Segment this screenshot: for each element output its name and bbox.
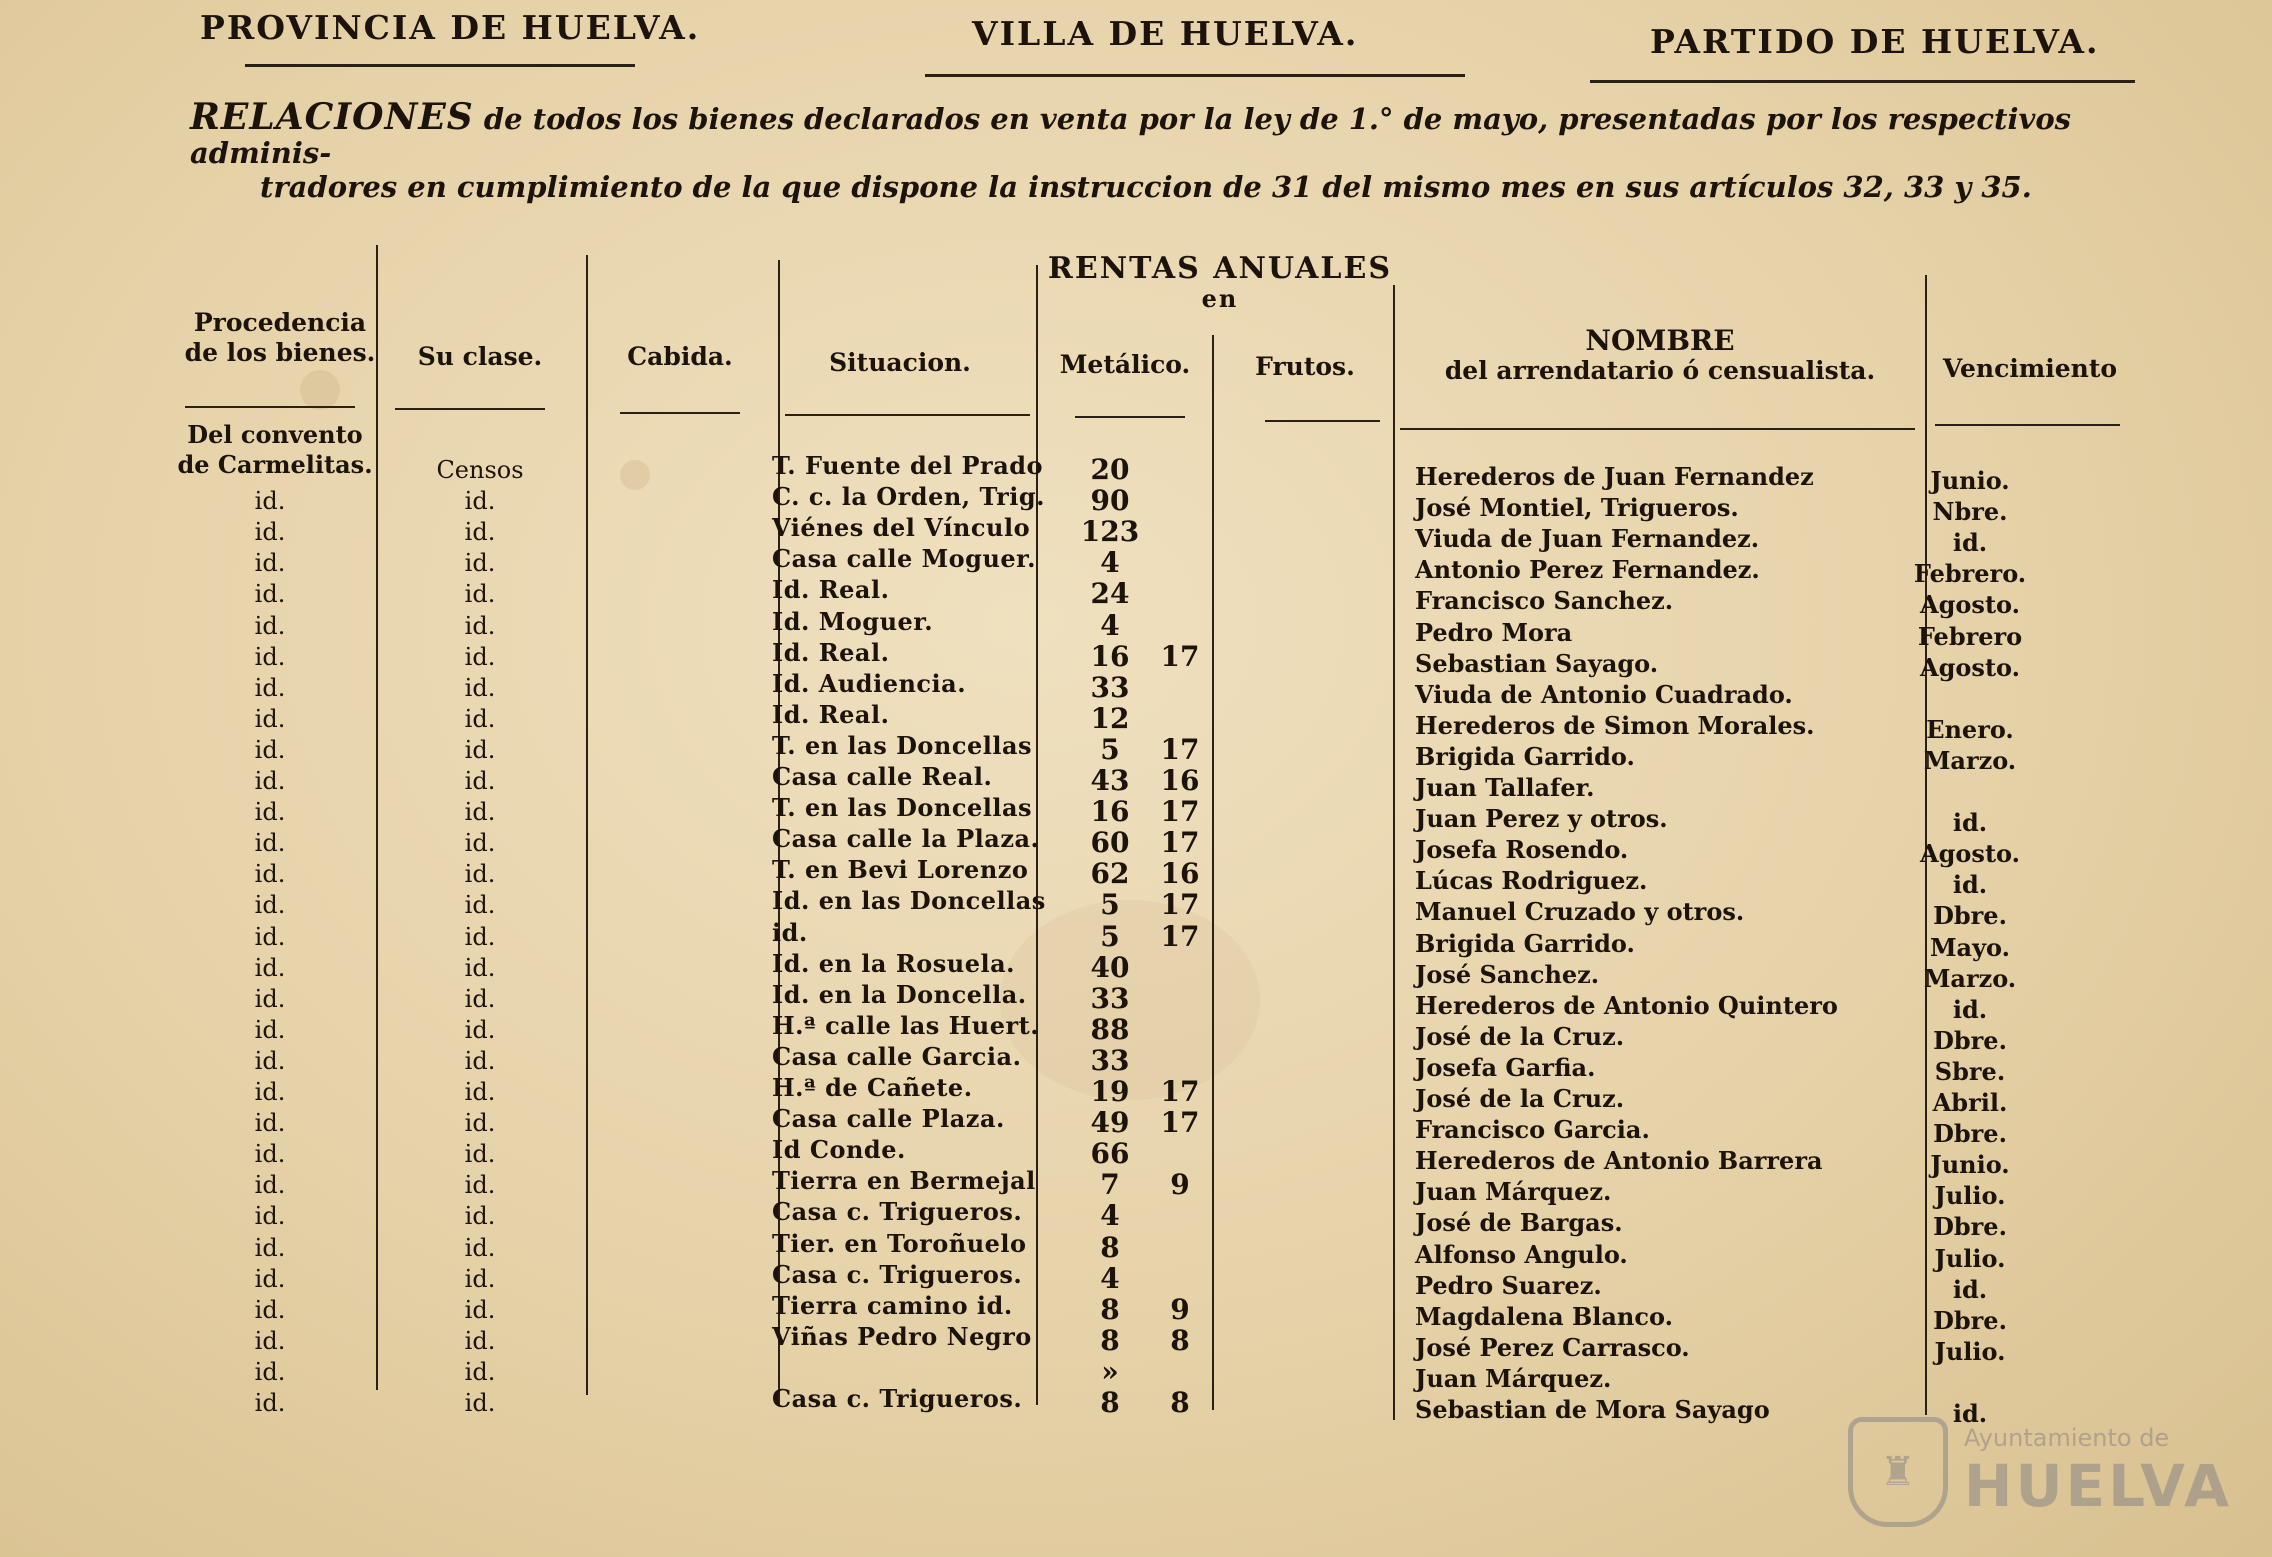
nombre-cell: José de la Cruz.	[1415, 1084, 1625, 1113]
nombre-cell: Herederos de Antonio Quintero	[1415, 990, 1838, 1020]
procedencia-cell: id.	[254, 735, 286, 764]
vencimiento-cell: Marzo.	[1923, 963, 2017, 993]
situacion-cell: Casa calle Garcia.	[772, 1041, 1022, 1071]
metalico-cell: »	[1101, 1354, 1119, 1388]
procedencia-cell: id.	[254, 1078, 286, 1106]
procedencia-cell: id.	[254, 642, 286, 671]
vencimiento-cell: Agosto.	[1920, 839, 2020, 869]
nombre-cell: Herederos de Juan Fernandez	[1415, 462, 1814, 491]
table-row	[0, 544, 2272, 589]
clase-cell: id.	[464, 860, 496, 889]
situacion-cell: Id. en la Rosuela.	[772, 948, 1016, 978]
stain	[300, 370, 340, 410]
nombre-cell: Herederos de Antonio Barrera	[1415, 1146, 1823, 1176]
nombre-cell: Pedro Suarez.	[1415, 1270, 1602, 1300]
table-row	[0, 1354, 2272, 1393]
col-rule	[1265, 420, 1380, 422]
table-row	[0, 948, 2272, 993]
metalico-cell: 33	[1090, 670, 1130, 704]
metalico-cell: 8	[1100, 1323, 1120, 1357]
metalico-cell: 12	[1090, 701, 1130, 735]
vencimiento-cell: Julio.	[1934, 1181, 2006, 1211]
metalico-cell: 60	[1090, 826, 1130, 860]
clase-cell: id.	[464, 953, 496, 982]
vencimiento-cell: Enero.	[1926, 714, 2014, 744]
title-line2: tradores en cumplimiento de la que dispone la instruccion de 31 del mismo mes en sus artículos 32, 33 y 35.	[260, 170, 2032, 204]
vencimiento-cell: Agosto.	[1920, 590, 2020, 620]
vencimiento-cell: Dbre.	[1933, 1305, 2007, 1335]
clase-cell: id.	[464, 767, 496, 795]
metalico-cell: 90	[1090, 484, 1130, 518]
clase-cell: id.	[464, 1326, 496, 1355]
procedencia-cell: id.	[254, 829, 286, 858]
procedencia-first-line2: de Carmelitas.	[177, 450, 373, 479]
metalico-fraction-cell: 17	[1160, 1075, 1200, 1108]
metalico-fraction-cell: 9	[1170, 1292, 1190, 1326]
metalico-cell: 4	[1100, 1261, 1120, 1295]
table-row	[0, 1259, 2272, 1304]
vencimiento-cell: Febrero.	[1913, 559, 2027, 589]
situacion-cell: Id. en la Doncella.	[772, 979, 1027, 1009]
nombre-cell: Brigida Garrido.	[1415, 928, 1635, 958]
situacion-cell: Id. Real.	[772, 699, 890, 729]
clase-cell: id.	[464, 829, 496, 858]
vencimiento-cell: Febrero	[1917, 621, 2023, 651]
situacion-cell: H.ª calle las Huert.	[772, 1010, 1040, 1040]
vencimiento-cell: Agosto.	[1920, 652, 2020, 682]
clase-cell: id.	[464, 1140, 496, 1169]
col-frutos: Frutos.	[1255, 352, 1355, 381]
watermark-text	[1964, 1424, 2232, 1520]
table-row	[0, 762, 2272, 802]
procedencia-cell: id.	[254, 1046, 286, 1075]
header-rule	[1590, 80, 2135, 83]
situacion-cell: Tierra camino id.	[772, 1290, 1013, 1320]
col-cabida: Cabida.	[627, 342, 733, 371]
clase-cell: id.	[464, 1078, 496, 1106]
metalico-fraction-cell: 17	[1160, 795, 1200, 829]
crest-icon: ♜	[1848, 1417, 1948, 1527]
nombre-cell: Herederos de Simon Morales.	[1415, 710, 1815, 740]
situacion-cell: Id. Moguer.	[772, 606, 934, 636]
clase-cell: id.	[464, 891, 496, 920]
clase-cell: Censos	[436, 456, 524, 484]
metalico-cell: 66	[1090, 1137, 1130, 1171]
metalico-cell: 4	[1100, 1199, 1120, 1233]
table-row	[0, 824, 2272, 869]
situacion-cell: Id Conde.	[772, 1135, 906, 1165]
nombre-cell: José de Bargas.	[1415, 1208, 1623, 1238]
nombre-cell: Brigida Garrido.	[1415, 741, 1635, 771]
vencimiento-cell: Dbre.	[1933, 1212, 2007, 1242]
clase-cell: id.	[464, 518, 496, 547]
nombre-cell: Juan Tallafer.	[1415, 773, 1595, 802]
situacion-cell: Tier. en Toroñuelo	[772, 1228, 1027, 1258]
procedencia-cell: id.	[254, 984, 286, 1013]
header-provincia: PROVINCIA DE HUELVA.	[200, 8, 701, 47]
nombre-cell: Manuel Cruzado y otros.	[1415, 897, 1745, 927]
metalico-cell: 24	[1090, 577, 1130, 611]
metalico-cell: 5	[1100, 732, 1120, 766]
col-rule	[620, 412, 740, 414]
metalico-cell: 49	[1090, 1106, 1130, 1140]
col-situacion: Situacion.	[829, 348, 971, 377]
situacion-cell: T. en Bevi Lorenzo	[772, 855, 1029, 885]
col-rule	[395, 408, 545, 410]
nombre-cell: Juan Márquez.	[1415, 1363, 1612, 1393]
clase-cell: id.	[464, 704, 496, 733]
clase-cell: id.	[464, 487, 496, 516]
procedencia-cell: id.	[254, 1326, 286, 1355]
vencimiento-cell: id.	[1952, 1274, 1988, 1304]
vencimiento-cell: Nbre.	[1932, 497, 2008, 527]
clase-cell: id.	[464, 642, 496, 671]
situacion-cell: T. en las Doncellas	[772, 730, 1033, 760]
header-rule	[925, 74, 1465, 77]
situacion-cell: Id. en las Doncellas	[772, 886, 1046, 916]
col-rentas-line2: en	[1201, 284, 1239, 313]
procedencia-cell: id.	[254, 891, 286, 920]
nombre-cell: Francisco Garcia.	[1415, 1115, 1650, 1145]
table-row	[0, 1384, 2272, 1428]
vencimiento-cell: Junio.	[1930, 466, 2010, 495]
situacion-cell: Id. Real.	[772, 575, 890, 605]
col-metalico: Metálico.	[1059, 350, 1191, 379]
vencimiento-cell: Marzo.	[1923, 745, 2017, 775]
nombre-cell: Sebastian Sayago.	[1415, 648, 1659, 678]
nombre-cell: Josefa Rosendo.	[1415, 835, 1629, 865]
vencimiento-cell: id.	[1952, 994, 1988, 1024]
metalico-cell: 5	[1100, 919, 1120, 953]
clase-cell: id.	[464, 1109, 496, 1138]
metalico-cell: 33	[1090, 1043, 1130, 1077]
metalico-cell: 123	[1080, 515, 1140, 549]
situacion-cell: Id. Real.	[772, 637, 890, 667]
clase-cell: id.	[464, 1202, 496, 1231]
situacion-cell: Viñas Pedro Negro	[772, 1321, 1032, 1351]
title-line1: de todos los bienes declarados en venta por la ley de 1.° de mayo, presentadas por los respectivos adminis-	[190, 102, 2071, 170]
metalico-fraction-cell: 17	[1160, 826, 1200, 860]
clase-cell: id.	[464, 549, 496, 578]
procedencia-cell: id.	[254, 1171, 286, 1200]
col-rule	[785, 414, 1030, 416]
table-row	[0, 637, 2272, 682]
procedencia-first-line1: Del convento	[187, 420, 363, 449]
metalico-fraction-cell: 16	[1160, 764, 1200, 797]
clase-cell: id.	[464, 611, 496, 640]
table-row	[0, 855, 2272, 900]
nombre-cell: Lúcas Rodriguez.	[1415, 866, 1648, 896]
nombre-cell: José de la Cruz.	[1415, 1021, 1625, 1051]
table-row	[0, 699, 2272, 744]
procedencia-cell: id.	[254, 1233, 286, 1262]
nombre-cell: José Perez Carrasco.	[1415, 1332, 1690, 1362]
table-row	[0, 793, 2272, 838]
procedencia-cell: id.	[254, 1389, 286, 1417]
nombre-cell: Alfonso Angulo.	[1415, 1239, 1628, 1269]
col-procedencia	[180, 308, 380, 368]
clase-cell: id.	[464, 1015, 496, 1044]
metalico-cell: 16	[1090, 639, 1130, 673]
table-row	[0, 482, 2272, 527]
table-row	[0, 606, 2272, 651]
metalico-fraction-cell: 17	[1160, 919, 1200, 953]
header-rule	[245, 64, 635, 67]
table-row	[0, 979, 2272, 1024]
table-row	[0, 451, 2272, 495]
col-rule	[1075, 416, 1185, 418]
procedencia-cell: id.	[254, 922, 286, 951]
situacion-cell: Casa calle Real.	[772, 762, 993, 791]
nombre-cell: José Montiel, Trigueros.	[1415, 493, 1739, 523]
col-vencimiento: Vencimiento	[1942, 354, 2118, 383]
situacion-cell: Casa c. Trigueros.	[772, 1259, 1023, 1289]
table-row	[0, 917, 2272, 962]
metalico-cell: 40	[1090, 950, 1130, 984]
col-procedencia-line2: de los bienes.	[184, 338, 376, 367]
clase-cell: id.	[464, 1233, 496, 1262]
procedencia-cell: id.	[254, 1109, 286, 1138]
metalico-cell: 16	[1090, 795, 1130, 829]
table-row	[0, 1228, 2272, 1273]
procedencia-cell: id.	[254, 611, 286, 640]
metalico-cell: 5	[1100, 888, 1120, 922]
nombre-cell: Antonio Perez Fernandez.	[1415, 555, 1760, 585]
metalico-cell: 4	[1100, 608, 1120, 642]
procedencia-cell: id.	[254, 1015, 286, 1044]
procedencia-cell: id.	[254, 673, 286, 702]
procedencia-cell: id.	[254, 860, 286, 889]
metalico-cell: 19	[1090, 1075, 1130, 1108]
header-villa: VILLA DE HUELVA.	[972, 14, 1359, 53]
nombre-cell: Josefa Garfia.	[1415, 1052, 1596, 1082]
metalico-cell: 62	[1090, 857, 1130, 891]
metalico-cell: 33	[1090, 981, 1130, 1015]
situacion-cell: Casa calle la Plaza.	[772, 824, 1040, 854]
procedencia-cell: id.	[254, 953, 286, 982]
clase-cell: id.	[464, 1295, 496, 1324]
table-row	[0, 1041, 2272, 1086]
metalico-cell: 8	[1100, 1230, 1120, 1264]
col-rule	[1400, 428, 1915, 430]
table-row	[0, 1321, 2272, 1366]
col-nombre	[1420, 326, 1900, 386]
table-row	[0, 1073, 2272, 1117]
metalico-cell: 4	[1100, 546, 1120, 580]
metalico-cell: 20	[1090, 453, 1130, 486]
table-row	[0, 1135, 2272, 1180]
situacion-cell: Casa c. Trigueros.	[772, 1197, 1023, 1227]
watermark-big: HUELVA	[1963, 1452, 2232, 1520]
table-row	[0, 1104, 2272, 1149]
vencimiento-cell: Sbre.	[1934, 1056, 2006, 1086]
situacion-cell: Viénes del Vínculo	[772, 513, 1031, 543]
procedencia-cell: id.	[254, 1202, 286, 1231]
table-row	[0, 730, 2272, 775]
situacion-cell: Tierra en Bermejal	[772, 1166, 1036, 1196]
watermark-small: Ayuntamiento de	[1963, 1424, 2170, 1452]
clase-cell: id.	[464, 798, 496, 827]
table-row	[0, 1197, 2272, 1242]
clase-cell: id.	[464, 922, 496, 951]
col-rule	[1935, 424, 2120, 426]
procedencia-cell: id.	[254, 1357, 286, 1386]
nombre-cell: Sebastian de Mora Sayago	[1415, 1395, 1770, 1424]
col-rentas	[1040, 251, 1400, 314]
metalico-fraction-cell: 17	[1160, 732, 1200, 766]
vencimiento-cell: Junio.	[1930, 1150, 2010, 1180]
metalico-cell: 7	[1100, 1168, 1120, 1202]
situacion-cell: id.	[772, 917, 808, 947]
nombre-cell: Magdalena Blanco.	[1415, 1301, 1673, 1331]
metalico-fraction-cell: 16	[1160, 857, 1200, 891]
table-row	[0, 513, 2272, 558]
col-rentas-line1: RENTAS ANUALES	[1047, 251, 1393, 286]
metalico-cell: 43	[1090, 764, 1130, 797]
clase-cell: id.	[464, 580, 496, 609]
table-row	[0, 668, 2272, 709]
procedencia-cell: id.	[254, 580, 286, 609]
vencimiento-cell: Dbre.	[1933, 1025, 2007, 1055]
metalico-cell: 88	[1090, 1012, 1130, 1046]
metalico-fraction-cell: 9	[1170, 1168, 1190, 1202]
col-rule	[185, 406, 355, 408]
situacion-cell: Casa calle Moguer.	[772, 544, 1036, 574]
nombre-cell: Viuda de Juan Fernandez.	[1415, 524, 1760, 554]
procedencia-cell: id.	[254, 549, 286, 578]
metalico-fraction-cell: 8	[1170, 1386, 1190, 1419]
table-row	[0, 1166, 2272, 1211]
title-lead: RELACIONES	[190, 96, 474, 138]
nombre-cell: José Sanchez.	[1415, 959, 1600, 989]
procedencia-cell: id.	[254, 1295, 286, 1324]
watermark	[1848, 1417, 2232, 1527]
col-nombre-line1: NOMBRE	[1585, 324, 1735, 357]
col-nombre-line2: del arrendatario ó censualista.	[1444, 356, 1876, 385]
procedencia-cell: id.	[254, 704, 286, 733]
table-row	[0, 1010, 2272, 1055]
situacion-cell: H.ª de Cañete.	[772, 1073, 973, 1102]
metalico-fraction-cell: 17	[1160, 1106, 1200, 1140]
vencimiento-cell: id.	[1952, 808, 1988, 838]
procedencia-cell: id.	[254, 1140, 286, 1169]
vencimiento-cell: Mayo.	[1929, 932, 2010, 962]
clase-cell: id.	[464, 1264, 496, 1293]
vencimiento-cell: Dbre.	[1933, 1119, 2007, 1149]
table-row	[0, 886, 2272, 931]
vencimiento-cell: Julio.	[1934, 1336, 2006, 1366]
procedencia-cell: id.	[254, 518, 286, 547]
document-title	[190, 96, 2170, 204]
table-row	[0, 575, 2272, 620]
procedencia-cell: id.	[254, 767, 286, 795]
situacion-cell: Casa calle Plaza.	[772, 1104, 1005, 1134]
clase-cell: id.	[464, 673, 496, 702]
clase-cell: id.	[464, 984, 496, 1013]
situacion-cell: Id. Audiencia.	[772, 668, 967, 698]
vencimiento-cell: id.	[1952, 528, 1988, 558]
col-clase: Su clase.	[417, 342, 543, 371]
nombre-cell: Juan Perez y otros.	[1415, 804, 1668, 834]
nombre-cell: Pedro Mora	[1415, 617, 1573, 647]
situacion-cell: C. c. la Orden, Trig.	[772, 482, 1046, 512]
table-row	[0, 1290, 2272, 1335]
situacion-cell: T. Fuente del Prado	[772, 451, 1044, 480]
metalico-cell: 8	[1100, 1386, 1120, 1419]
procedencia-cell: id.	[254, 1264, 286, 1293]
header-partido: PARTIDO DE HUELVA.	[1650, 22, 2100, 61]
vencimiento-cell: id.	[1952, 1399, 1988, 1428]
metalico-fraction-cell: 17	[1160, 888, 1200, 922]
nombre-cell: Francisco Sanchez.	[1415, 586, 1674, 616]
procedencia-cell: id.	[254, 487, 286, 516]
clase-cell: id.	[464, 1171, 496, 1200]
clase-cell: id.	[464, 1389, 496, 1417]
situacion-cell: T. en las Doncellas	[772, 793, 1033, 823]
nombre-cell: Viuda de Antonio Cuadrado.	[1415, 679, 1793, 709]
vencimiento-cell: Dbre.	[1933, 901, 2007, 931]
situacion-cell: Casa c. Trigueros.	[772, 1384, 1023, 1413]
metalico-cell: 8	[1100, 1292, 1120, 1326]
metalico-fraction-cell: 8	[1170, 1323, 1190, 1357]
clase-cell: id.	[464, 735, 496, 764]
vencimiento-cell: id.	[1952, 870, 1988, 900]
metalico-fraction-cell: 17	[1160, 639, 1200, 673]
clase-cell: id.	[464, 1357, 496, 1386]
procedencia-cell: id.	[254, 798, 286, 827]
clase-cell: id.	[464, 1046, 496, 1075]
vencimiento-cell: Abril.	[1932, 1088, 2008, 1117]
vencimiento-cell: Julio.	[1934, 1243, 2006, 1273]
col-procedencia-line1: Procedencia	[193, 308, 367, 337]
nombre-cell: Juan Márquez.	[1415, 1177, 1612, 1207]
